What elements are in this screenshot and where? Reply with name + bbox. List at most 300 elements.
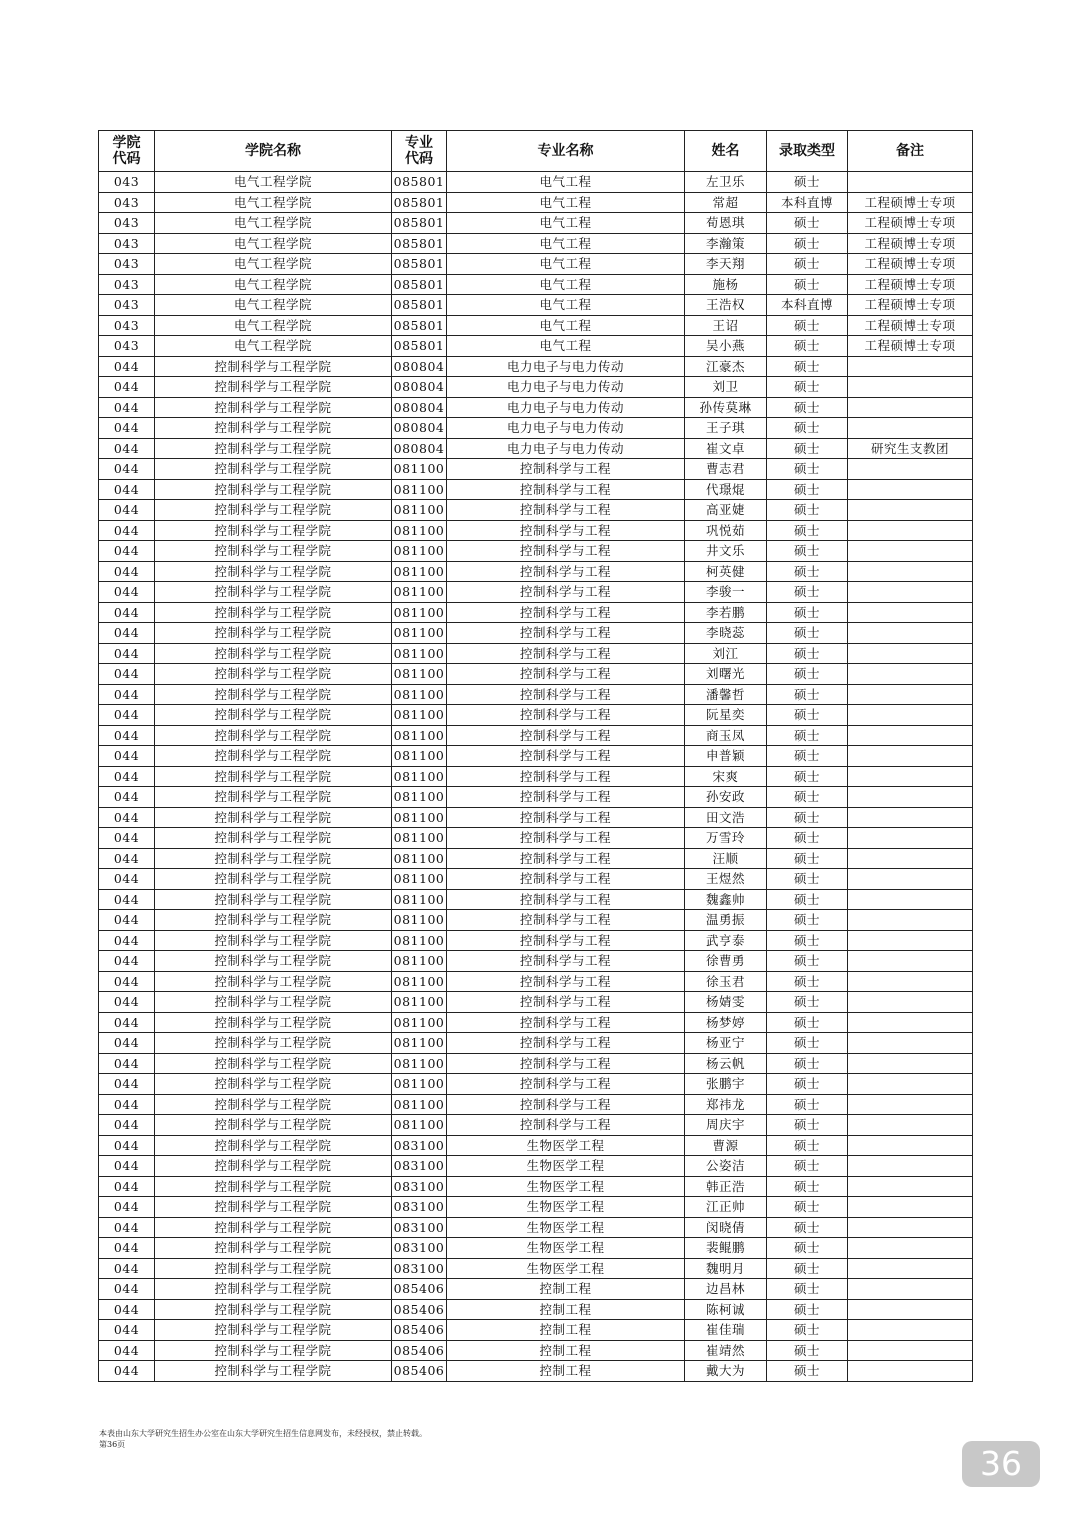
header-remarks: 备注 — [848, 131, 973, 172]
cell-major-name: 控制科学与工程 — [447, 766, 685, 787]
cell-admission-type: 硕士 — [767, 643, 848, 664]
cell-admission-type: 硕士 — [767, 766, 848, 787]
cell-admission-type: 硕士 — [767, 930, 848, 951]
cell-admission-type: 硕士 — [767, 315, 848, 336]
table-row — [99, 930, 973, 951]
cell-admission-type: 硕士 — [767, 561, 848, 582]
cell-college-name: 控制科学与工程学院 — [155, 1156, 392, 1177]
table-row — [99, 1197, 973, 1218]
table-row — [99, 582, 973, 603]
cell-student-name: 崔佳瑞 — [685, 1320, 767, 1341]
cell-admission-type: 硕士 — [767, 705, 848, 726]
cell-admission-type: 硕士 — [767, 623, 848, 644]
cell-major-code: 081100 — [392, 643, 447, 664]
cell-major-code: 081100 — [392, 787, 447, 808]
cell-major-name: 控制科学与工程 — [447, 869, 685, 890]
cell-college-code: 043 — [99, 213, 155, 234]
cell-major-code: 083100 — [392, 1238, 447, 1259]
cell-remarks — [848, 705, 973, 726]
cell-student-name: 曹源 — [685, 1135, 767, 1156]
cell-college-name: 控制科学与工程学院 — [155, 397, 392, 418]
cell-college-name: 控制科学与工程学院 — [155, 1012, 392, 1033]
table-row — [99, 828, 973, 849]
cell-student-name: 周庆宇 — [685, 1115, 767, 1136]
table-row — [99, 848, 973, 869]
cell-admission-type: 硕士 — [767, 828, 848, 849]
cell-admission-type: 硕士 — [767, 1238, 848, 1259]
cell-remarks: 工程硕博士专项 — [848, 295, 973, 316]
cell-major-code: 081100 — [392, 1115, 447, 1136]
table-row — [99, 541, 973, 562]
table-row — [99, 1135, 973, 1156]
cell-admission-type: 硕士 — [767, 1340, 848, 1361]
cell-major-name: 生物医学工程 — [447, 1217, 685, 1238]
table-row — [99, 479, 973, 500]
cell-remarks — [848, 1340, 973, 1361]
cell-college-code: 044 — [99, 971, 155, 992]
cell-college-code: 044 — [99, 1340, 155, 1361]
cell-college-name: 控制科学与工程学院 — [155, 971, 392, 992]
cell-major-name: 电气工程 — [447, 192, 685, 213]
cell-college-name: 控制科学与工程学院 — [155, 930, 392, 951]
table-row — [99, 1053, 973, 1074]
cell-remarks — [848, 992, 973, 1013]
cell-major-code: 083100 — [392, 1258, 447, 1279]
cell-college-code: 044 — [99, 541, 155, 562]
cell-college-code: 044 — [99, 725, 155, 746]
cell-major-code: 080804 — [392, 397, 447, 418]
cell-college-code: 043 — [99, 274, 155, 295]
cell-college-name: 电气工程学院 — [155, 192, 392, 213]
cell-admission-type: 硕士 — [767, 1135, 848, 1156]
cell-major-code: 083100 — [392, 1217, 447, 1238]
table-body — [99, 172, 973, 1382]
cell-major-code: 085406 — [392, 1361, 447, 1382]
cell-admission-type: 硕士 — [767, 807, 848, 828]
cell-college-code: 044 — [99, 582, 155, 603]
cell-major-name: 生物医学工程 — [447, 1156, 685, 1177]
cell-remarks — [848, 1156, 973, 1177]
cell-major-name: 控制工程 — [447, 1299, 685, 1320]
cell-college-code: 044 — [99, 1033, 155, 1054]
cell-college-name: 控制科学与工程学院 — [155, 1115, 392, 1136]
cell-major-name: 控制科学与工程 — [447, 520, 685, 541]
cell-major-name: 电力电子与电力传动 — [447, 356, 685, 377]
cell-major-code: 081100 — [392, 725, 447, 746]
cell-admission-type: 硕士 — [767, 172, 848, 193]
table-row — [99, 746, 973, 767]
cell-major-name: 控制工程 — [447, 1279, 685, 1300]
cell-college-code: 044 — [99, 1176, 155, 1197]
cell-major-code: 083100 — [392, 1197, 447, 1218]
cell-major-name: 控制科学与工程 — [447, 746, 685, 767]
cell-college-code: 044 — [99, 889, 155, 910]
cell-major-name: 控制科学与工程 — [447, 1115, 685, 1136]
cell-remarks: 工程硕博士专项 — [848, 315, 973, 336]
table-row — [99, 1340, 973, 1361]
cell-major-code: 081100 — [392, 869, 447, 890]
cell-major-name: 电力电子与电力传动 — [447, 397, 685, 418]
cell-admission-type: 硕士 — [767, 725, 848, 746]
cell-admission-type: 硕士 — [767, 479, 848, 500]
table-row — [99, 1156, 973, 1177]
cell-student-name: 温勇振 — [685, 910, 767, 931]
cell-major-code: 080804 — [392, 418, 447, 439]
cell-college-name: 控制科学与工程学院 — [155, 848, 392, 869]
cell-major-name: 电力电子与电力传动 — [447, 418, 685, 439]
cell-remarks: 工程硕博士专项 — [848, 254, 973, 275]
cell-admission-type: 硕士 — [767, 1033, 848, 1054]
cell-major-code: 085406 — [392, 1299, 447, 1320]
table-row — [99, 1033, 973, 1054]
cell-admission-type: 硕士 — [767, 664, 848, 685]
cell-remarks — [848, 869, 973, 890]
cell-student-name: 徐曹勇 — [685, 951, 767, 972]
table-row — [99, 1176, 973, 1197]
cell-college-name: 控制科学与工程学院 — [155, 1033, 392, 1054]
cell-college-code: 044 — [99, 1238, 155, 1259]
cell-student-name: 刘曙光 — [685, 664, 767, 685]
cell-major-code: 081100 — [392, 1053, 447, 1074]
table-row — [99, 992, 973, 1013]
cell-college-name: 电气工程学院 — [155, 336, 392, 357]
cell-college-name: 控制科学与工程学院 — [155, 459, 392, 480]
table-row — [99, 643, 973, 664]
cell-college-name: 控制科学与工程学院 — [155, 500, 392, 521]
cell-admission-type: 硕士 — [767, 213, 848, 234]
cell-admission-type: 硕士 — [767, 1320, 848, 1341]
header-major-code: 专业 代码 — [392, 131, 447, 172]
cell-major-name: 控制科学与工程 — [447, 807, 685, 828]
cell-college-code: 044 — [99, 1012, 155, 1033]
admission-table — [98, 130, 973, 1382]
cell-major-code: 085801 — [392, 172, 447, 193]
cell-major-name: 控制科学与工程 — [447, 910, 685, 931]
cell-college-code: 044 — [99, 1217, 155, 1238]
cell-student-name: 徐玉君 — [685, 971, 767, 992]
cell-major-code: 081100 — [392, 479, 447, 500]
cell-major-name: 控制科学与工程 — [447, 684, 685, 705]
cell-college-code: 044 — [99, 1299, 155, 1320]
cell-student-name: 魏鑫帅 — [685, 889, 767, 910]
cell-admission-type: 硕士 — [767, 356, 848, 377]
cell-college-code: 044 — [99, 1156, 155, 1177]
cell-major-code: 085801 — [392, 254, 447, 275]
cell-admission-type: 硕士 — [767, 951, 848, 972]
cell-college-code: 043 — [99, 336, 155, 357]
table-row — [99, 295, 973, 316]
cell-college-name: 控制科学与工程学院 — [155, 561, 392, 582]
cell-student-name: 武亨泰 — [685, 930, 767, 951]
cell-major-code: 085406 — [392, 1279, 447, 1300]
cell-college-name: 控制科学与工程学院 — [155, 541, 392, 562]
cell-college-code: 044 — [99, 1279, 155, 1300]
cell-student-name: 杨婧雯 — [685, 992, 767, 1013]
cell-student-name: 崔文卓 — [685, 438, 767, 459]
cell-student-name: 杨云帆 — [685, 1053, 767, 1074]
cell-student-name: 李瀚策 — [685, 233, 767, 254]
table-row — [99, 1115, 973, 1136]
page-number-badge: 36 — [962, 1441, 1040, 1487]
cell-student-name: 万雪玲 — [685, 828, 767, 849]
cell-student-name: 江豪杰 — [685, 356, 767, 377]
cell-major-code: 081100 — [392, 951, 447, 972]
cell-student-name: 李骏一 — [685, 582, 767, 603]
cell-admission-type: 硕士 — [767, 1074, 848, 1095]
cell-college-name: 控制科学与工程学院 — [155, 1320, 392, 1341]
cell-college-name: 控制科学与工程学院 — [155, 766, 392, 787]
table-row — [99, 1299, 973, 1320]
cell-college-name: 控制科学与工程学院 — [155, 602, 392, 623]
cell-major-code: 085801 — [392, 192, 447, 213]
cell-admission-type: 硕士 — [767, 1115, 848, 1136]
table-row — [99, 705, 973, 726]
table-row — [99, 213, 973, 234]
cell-college-code: 044 — [99, 1115, 155, 1136]
header-admission-type: 录取类型 — [767, 131, 848, 172]
cell-student-name: 孙传莫琳 — [685, 397, 767, 418]
cell-college-name: 控制科学与工程学院 — [155, 787, 392, 808]
cell-major-code: 081100 — [392, 705, 447, 726]
cell-major-name: 控制科学与工程 — [447, 541, 685, 562]
cell-remarks — [848, 1053, 973, 1074]
cell-remarks — [848, 848, 973, 869]
cell-college-code: 044 — [99, 992, 155, 1013]
cell-remarks — [848, 930, 973, 951]
cell-college-code: 044 — [99, 500, 155, 521]
cell-remarks — [848, 500, 973, 521]
cell-remarks — [848, 377, 973, 398]
cell-major-code: 081100 — [392, 889, 447, 910]
cell-college-name: 控制科学与工程学院 — [155, 1340, 392, 1361]
cell-major-code: 081100 — [392, 1033, 447, 1054]
cell-admission-type: 硕士 — [767, 889, 848, 910]
cell-major-name: 控制科学与工程 — [447, 951, 685, 972]
cell-student-name: 杨亚宁 — [685, 1033, 767, 1054]
cell-remarks — [848, 1115, 973, 1136]
cell-major-name: 控制科学与工程 — [447, 705, 685, 726]
table-row — [99, 766, 973, 787]
cell-major-code: 083100 — [392, 1156, 447, 1177]
cell-student-name: 王浩权 — [685, 295, 767, 316]
cell-admission-type: 硕士 — [767, 254, 848, 275]
cell-admission-type: 硕士 — [767, 438, 848, 459]
cell-remarks: 工程硕博士专项 — [848, 192, 973, 213]
cell-major-code: 081100 — [392, 602, 447, 623]
cell-remarks — [848, 561, 973, 582]
cell-major-name: 生物医学工程 — [447, 1135, 685, 1156]
cell-admission-type: 硕士 — [767, 377, 848, 398]
cell-college-name: 控制科学与工程学院 — [155, 643, 392, 664]
cell-college-name: 控制科学与工程学院 — [155, 418, 392, 439]
cell-remarks — [848, 1033, 973, 1054]
cell-remarks — [848, 397, 973, 418]
cell-major-name: 生物医学工程 — [447, 1258, 685, 1279]
cell-college-code: 044 — [99, 930, 155, 951]
table-row — [99, 869, 973, 890]
cell-student-name: 申普颖 — [685, 746, 767, 767]
cell-major-name: 电气工程 — [447, 315, 685, 336]
cell-major-code: 081100 — [392, 1094, 447, 1115]
cell-student-name: 商玉凤 — [685, 725, 767, 746]
cell-major-code: 081100 — [392, 848, 447, 869]
cell-college-code: 044 — [99, 1135, 155, 1156]
cell-admission-type: 硕士 — [767, 1156, 848, 1177]
cell-remarks — [848, 889, 973, 910]
table-row — [99, 1074, 973, 1095]
cell-college-name: 控制科学与工程学院 — [155, 828, 392, 849]
cell-college-code: 044 — [99, 848, 155, 869]
cell-college-name: 控制科学与工程学院 — [155, 664, 392, 685]
table-row — [99, 438, 973, 459]
cell-college-name: 控制科学与工程学院 — [155, 1217, 392, 1238]
cell-major-code: 081100 — [392, 828, 447, 849]
cell-remarks: 工程硕博士专项 — [848, 233, 973, 254]
cell-remarks — [848, 1299, 973, 1320]
cell-college-code: 044 — [99, 869, 155, 890]
cell-student-name: 王煜然 — [685, 869, 767, 890]
cell-major-name: 控制科学与工程 — [447, 643, 685, 664]
cell-college-code: 044 — [99, 807, 155, 828]
cell-admission-type: 硕士 — [767, 1361, 848, 1382]
cell-college-name: 电气工程学院 — [155, 233, 392, 254]
cell-student-name: 王子琪 — [685, 418, 767, 439]
cell-college-code: 044 — [99, 705, 155, 726]
footer-page-label: 第36页 — [99, 1440, 126, 1449]
cell-remarks — [848, 1238, 973, 1259]
cell-college-name: 电气工程学院 — [155, 172, 392, 193]
cell-college-name: 控制科学与工程学院 — [155, 1053, 392, 1074]
cell-college-name: 控制科学与工程学院 — [155, 992, 392, 1013]
table-row — [99, 602, 973, 623]
header-name: 姓名 — [685, 131, 767, 172]
cell-college-name: 控制科学与工程学院 — [155, 705, 392, 726]
cell-college-code: 044 — [99, 377, 155, 398]
cell-major-name: 控制科学与工程 — [447, 479, 685, 500]
cell-major-code: 080804 — [392, 438, 447, 459]
cell-college-name: 控制科学与工程学院 — [155, 807, 392, 828]
cell-college-code: 044 — [99, 684, 155, 705]
cell-major-code: 085801 — [392, 295, 447, 316]
cell-major-name: 电气工程 — [447, 336, 685, 357]
cell-major-code: 081100 — [392, 1012, 447, 1033]
cell-student-name: 施杨 — [685, 274, 767, 295]
table-row — [99, 459, 973, 480]
table-row — [99, 377, 973, 398]
cell-college-code: 043 — [99, 172, 155, 193]
cell-college-code: 044 — [99, 1197, 155, 1218]
cell-student-name: 魏明月 — [685, 1258, 767, 1279]
cell-major-name: 控制科学与工程 — [447, 889, 685, 910]
cell-college-name: 控制科学与工程学院 — [155, 1279, 392, 1300]
cell-student-name: 江正帅 — [685, 1197, 767, 1218]
cell-college-code: 044 — [99, 561, 155, 582]
table-row — [99, 233, 973, 254]
cell-major-name: 控制科学与工程 — [447, 787, 685, 808]
cell-college-name: 控制科学与工程学院 — [155, 725, 392, 746]
header-college-name: 学院名称 — [155, 131, 392, 172]
cell-college-name: 控制科学与工程学院 — [155, 1238, 392, 1259]
cell-student-name: 刘卫 — [685, 377, 767, 398]
cell-major-name: 电力电子与电力传动 — [447, 377, 685, 398]
cell-college-code: 043 — [99, 295, 155, 316]
cell-college-code: 044 — [99, 1074, 155, 1095]
cell-major-name: 控制科学与工程 — [447, 1012, 685, 1033]
table-row — [99, 1217, 973, 1238]
cell-major-code: 081100 — [392, 459, 447, 480]
cell-admission-type: 本科直博 — [767, 295, 848, 316]
cell-major-name: 电力电子与电力传动 — [447, 438, 685, 459]
cell-remarks — [848, 479, 973, 500]
cell-college-code: 044 — [99, 397, 155, 418]
cell-major-name: 控制科学与工程 — [447, 1033, 685, 1054]
cell-major-code: 080804 — [392, 356, 447, 377]
cell-college-name: 控制科学与工程学院 — [155, 869, 392, 890]
cell-student-name: 公姿洁 — [685, 1156, 767, 1177]
cell-student-name: 韩正浩 — [685, 1176, 767, 1197]
table-row — [99, 254, 973, 275]
cell-remarks — [848, 1320, 973, 1341]
cell-major-name: 电气工程 — [447, 295, 685, 316]
cell-college-code: 044 — [99, 459, 155, 480]
cell-admission-type: 硕士 — [767, 500, 848, 521]
cell-college-name: 控制科学与工程学院 — [155, 1258, 392, 1279]
cell-college-name: 控制科学与工程学院 — [155, 1135, 392, 1156]
cell-college-code: 044 — [99, 602, 155, 623]
cell-admission-type: 硕士 — [767, 1197, 848, 1218]
cell-remarks — [848, 1197, 973, 1218]
cell-student-name: 李天翔 — [685, 254, 767, 275]
cell-remarks — [848, 971, 973, 992]
cell-student-name: 杨梦婷 — [685, 1012, 767, 1033]
cell-college-code: 044 — [99, 746, 155, 767]
cell-college-name: 控制科学与工程学院 — [155, 910, 392, 931]
cell-major-code: 081100 — [392, 561, 447, 582]
cell-major-code: 081100 — [392, 541, 447, 562]
cell-admission-type: 硕士 — [767, 787, 848, 808]
header-college-code: 学院 代码 — [99, 131, 155, 172]
cell-college-code: 044 — [99, 951, 155, 972]
cell-student-name: 宋爽 — [685, 766, 767, 787]
table-row — [99, 971, 973, 992]
table-row — [99, 910, 973, 931]
cell-student-name: 柯英健 — [685, 561, 767, 582]
cell-college-code: 044 — [99, 1094, 155, 1115]
table-row — [99, 500, 973, 521]
table-row — [99, 274, 973, 295]
cell-student-name: 潘馨哲 — [685, 684, 767, 705]
footer-note: 本表由山东大学研究生招生办公室在山东大学研究生招生信息网发布，未经授权，禁止转载。 — [99, 1429, 427, 1438]
cell-major-name: 控制科学与工程 — [447, 1053, 685, 1074]
cell-major-name: 电气工程 — [447, 233, 685, 254]
cell-student-name: 阮星奕 — [685, 705, 767, 726]
cell-student-name: 高亚婕 — [685, 500, 767, 521]
cell-major-name: 控制科学与工程 — [447, 1094, 685, 1115]
cell-student-name: 荀恩琪 — [685, 213, 767, 234]
cell-student-name: 闵晓倩 — [685, 1217, 767, 1238]
cell-student-name: 李晓蕊 — [685, 623, 767, 644]
cell-student-name: 孙安政 — [685, 787, 767, 808]
cell-college-name: 控制科学与工程学院 — [155, 438, 392, 459]
table-row — [99, 787, 973, 808]
cell-remarks: 工程硕博士专项 — [848, 213, 973, 234]
cell-college-name: 控制科学与工程学院 — [155, 1094, 392, 1115]
cell-student-name: 常超 — [685, 192, 767, 213]
cell-college-code: 044 — [99, 356, 155, 377]
cell-remarks — [848, 746, 973, 767]
cell-major-code: 085801 — [392, 336, 447, 357]
cell-major-code: 085801 — [392, 315, 447, 336]
